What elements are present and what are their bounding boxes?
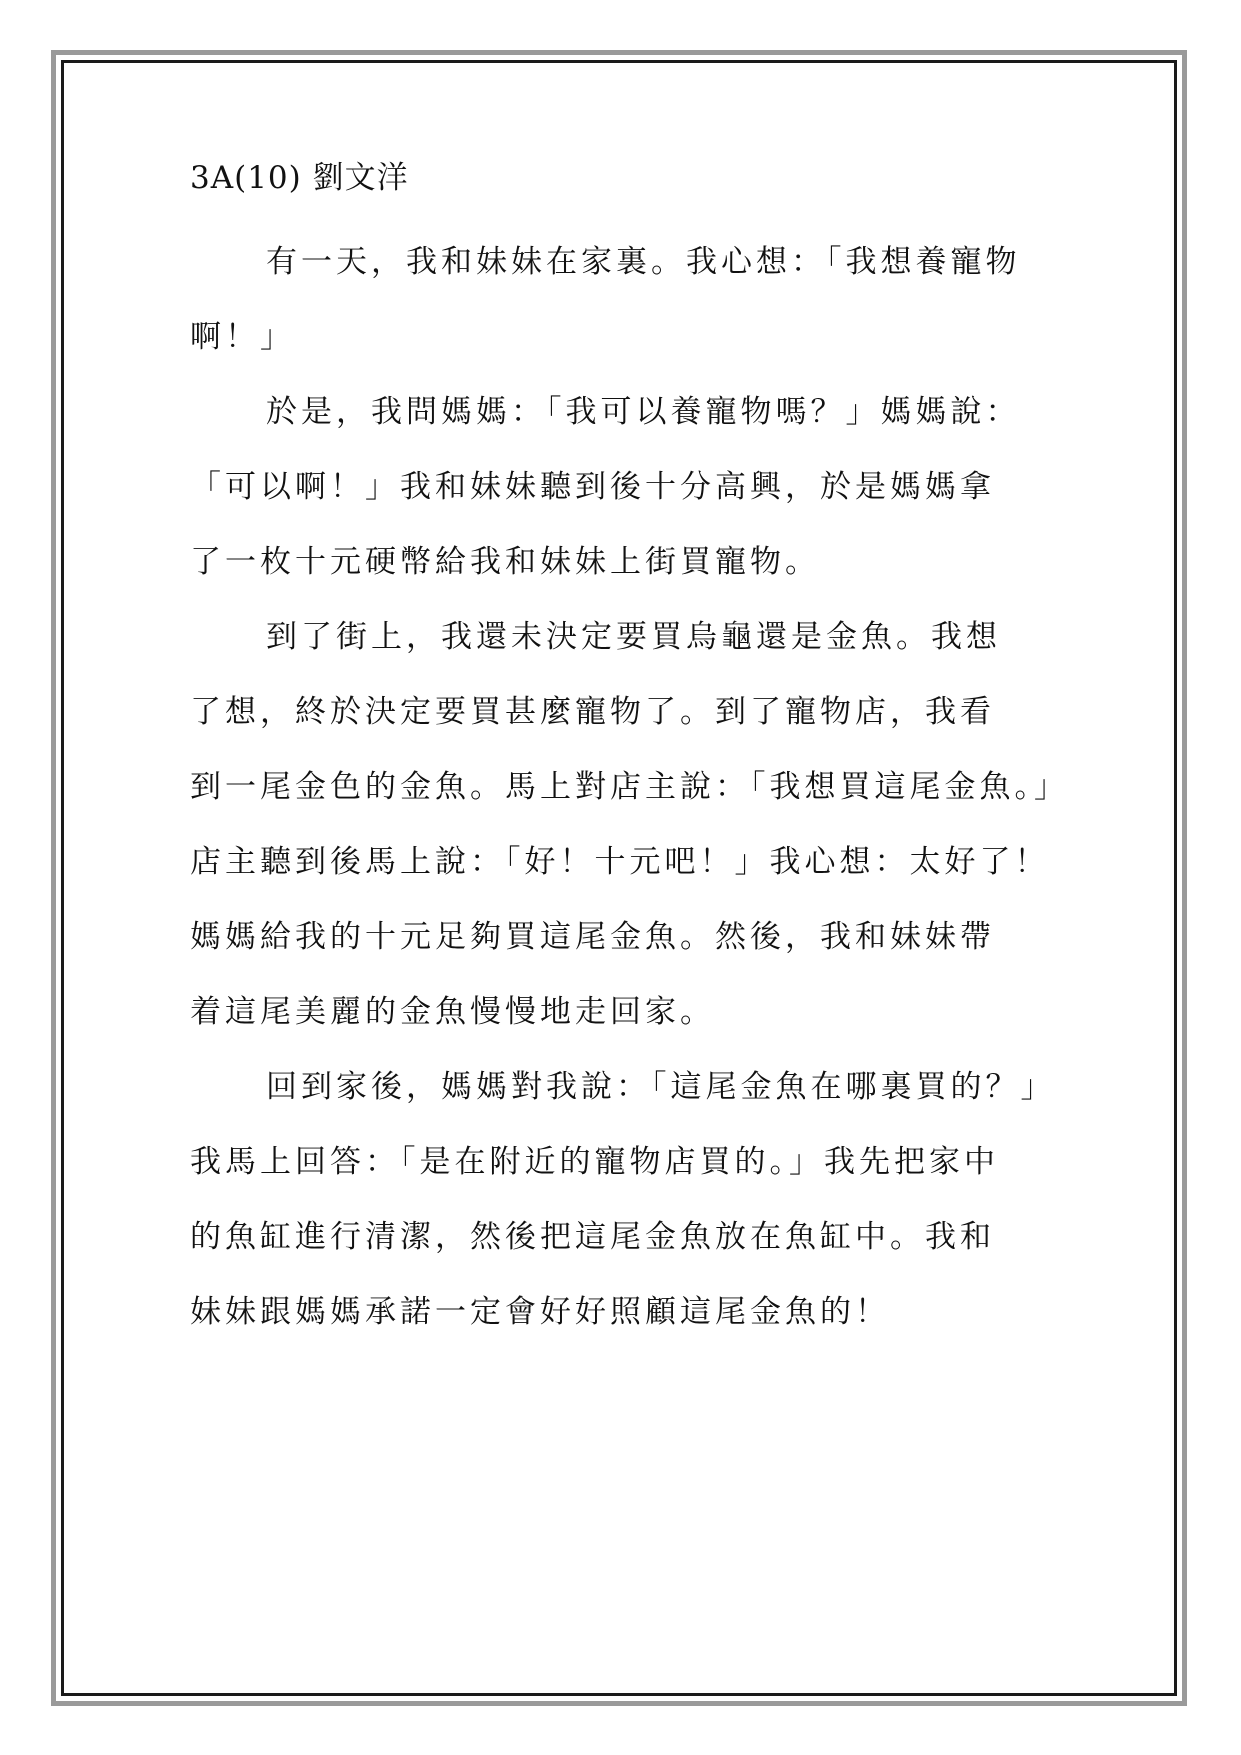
text-line: 的魚缸進行清潔，然後把這尾金魚放在魚缸中。我和 [190, 1219, 995, 1255]
text-line: 妹妹跟媽媽承諾一定會好好照顧這尾金魚的！ [190, 1294, 890, 1330]
text-line: 「可以啊！」我和妹妹聽到後十分高興，於是媽媽拿 [190, 469, 995, 505]
text-line: 店主聽到後馬上說：「好！十元吧！」我心想：太好了！ [190, 844, 1050, 880]
document-body [190, 158, 1070, 1350]
text-line: 於是，我問媽媽：「我可以養寵物嗎？」媽媽說： [266, 394, 1021, 430]
text-line: 到了街上，我還未決定要買烏龜還是金魚。我想 [266, 619, 1001, 655]
text-line: 媽媽給我的十元足夠買這尾金魚。然後，我和妹妹帶 [190, 919, 995, 955]
text-line: 啊！」 [190, 319, 295, 355]
text-line: 有一天，我和妹妹在家裏。我心想：「我想養寵物 [266, 244, 1021, 280]
text-line: 着這尾美麗的金魚慢慢地走回家。 [190, 994, 715, 1030]
paragraph-4 [190, 1050, 1070, 1350]
paragraph-3 [190, 600, 1070, 1050]
text-line: 我馬上回答：「是在附近的寵物店買的。」我先把家中 [190, 1144, 999, 1180]
text-line: 了一枚十元硬幣給我和妹妹上街買寵物。 [190, 544, 820, 580]
text-line: 了想，終於決定要買甚麼寵物了。到了寵物店，我看 [190, 694, 995, 730]
student-header: 3A(10) 劉文洋 [190, 160, 409, 196]
paragraph-1 [190, 225, 1070, 375]
paragraph-2 [190, 375, 1070, 600]
text-line: 到一尾金色的金魚。馬上對店主說：「我想買這尾金魚。」 [190, 769, 1069, 805]
text-line: 回到家後，媽媽對我說：「這尾金魚在哪裏買的？」 [266, 1069, 1056, 1105]
